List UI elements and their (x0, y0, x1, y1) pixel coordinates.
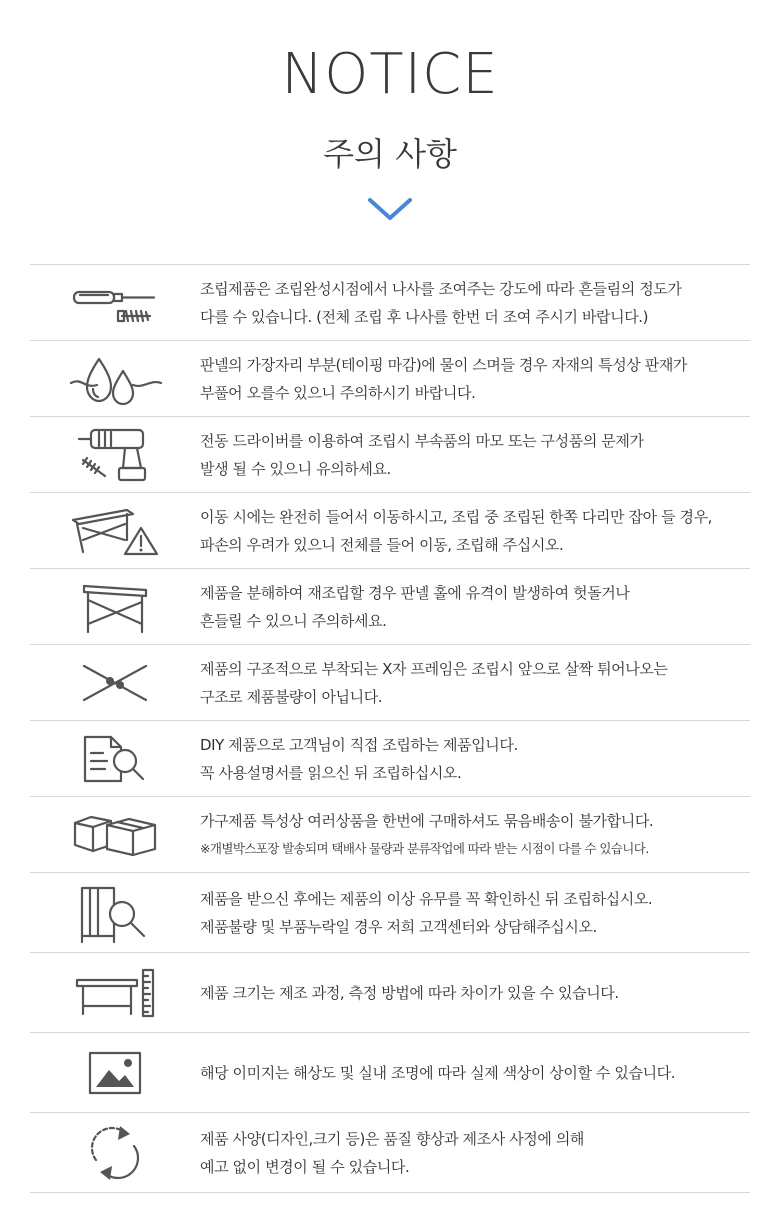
notice-text-line: 가구제품 특성상 여러상품을 한번에 구매하셔도 묶음배송이 불가합니다. (200, 811, 654, 830)
notice-text-line: 이동 시에는 완전히 들어서 이동하시고, 조립 중 조립된 한쪽 다리만 잡아 들 경우, (200, 507, 713, 526)
notice-text-line: 파손의 우려가 있으니 전체를 들어 이동, 조립해 주십시오. (200, 535, 564, 554)
notice-item (30, 493, 750, 569)
notice-item (30, 417, 750, 493)
page-subtitle: 주의 사항 (323, 135, 457, 173)
screwdriver-icon (30, 265, 200, 340)
notice-text-line: 예고 없이 변경이 될 수 있습니다. (200, 1157, 410, 1176)
refresh-icon (30, 1113, 200, 1192)
notice-text-line: 해당 이미지는 해상도 및 실내 조명에 따라 실제 색상이 상이할 수 있습니다. (200, 1063, 676, 1082)
notice-item (30, 265, 750, 341)
notice-text-line: 꼭 사용설명서를 읽으신 뒤 조립하십시오. (200, 763, 462, 782)
notice-text-line: 제품을 분해하여 재조립할 경우 판넬 홀에 유격이 발생하여 헛돌거나 (200, 583, 630, 602)
notice-text-line: 전동 드라이버를 이용하여 조립시 부속품의 마모 또는 구성품의 문제가 (200, 431, 644, 450)
notice-item (30, 873, 750, 953)
notice-item (30, 797, 750, 873)
notice-text-line: 제품의 구조적으로 부착되는 X자 프레임은 조립시 앞으로 살짝 튀어나오는 (200, 659, 668, 678)
notice-text-line: 부풀어 오를수 있으니 주의하시기 바랍니다. (200, 383, 476, 402)
notice-text-line: 구조로 제품불량이 아닙니다. (200, 687, 383, 706)
table-frame-icon (30, 569, 200, 644)
notice-text-line: 판넬의 가장자리 부분(테이핑 마감)에 물이 스며들 경우 자재의 특성상 판재가 (200, 355, 688, 374)
notice-text-line: DIY 제품으로 고객님이 직접 조립하는 제품입니다. (200, 735, 518, 754)
notice-item (30, 953, 750, 1033)
furniture-inspect-icon (30, 873, 200, 952)
notice-text-line: ※개별박스포장 발송되며 택배사 물량과 분류작업에 따라 받는 시점이 다를 수 있습니다. (200, 840, 649, 856)
notice-item (30, 1113, 750, 1193)
notice-text-line: 다를 수 있습니다. (전체 조립 후 나사를 한번 더 조여 주시기 바랍니다.) (200, 307, 649, 326)
notice-item (30, 1033, 750, 1113)
page-title: NOTICE (281, 42, 499, 107)
chevron-down-icon (366, 194, 414, 224)
table-ruler-icon (30, 953, 200, 1032)
notice-text-line: 제품 사양(디자인,크기 등)은 품질 향상과 제조사 사정에 의해 (200, 1129, 585, 1148)
image-icon (30, 1033, 200, 1112)
notice-item (30, 721, 750, 797)
notice-item (30, 569, 750, 645)
notice-text-line: 흔들릴 수 있으니 주의하세요. (200, 611, 387, 630)
notice-item (30, 341, 750, 417)
document-search-icon (30, 721, 200, 796)
notice-list (30, 264, 750, 1193)
notice-item (30, 645, 750, 721)
notice-text-line: 제품불량 및 부품누락일 경우 저희 고객센터와 상담해주십시오. (200, 917, 597, 936)
x-frame-icon (30, 645, 200, 720)
notice-text-line: 발생 될 수 있으니 유의하세요. (200, 459, 391, 478)
notice-text-line: 제품을 받으신 후에는 제품의 이상 유무를 꼭 확인하신 뒤 조립하십시오. (200, 889, 653, 908)
water-drops-icon (30, 341, 200, 416)
power-drill-icon (30, 417, 200, 492)
notice-text-line: 조립제품은 조립완성시점에서 나사를 조여주는 강도에 따라 흔들림의 정도가 (200, 279, 682, 298)
notice-text-line: 제품 크기는 제조 과정, 측정 방법에 따라 차이가 있을 수 있습니다. (200, 983, 619, 1002)
table-warning-icon (30, 493, 200, 568)
boxes-icon (30, 797, 200, 872)
